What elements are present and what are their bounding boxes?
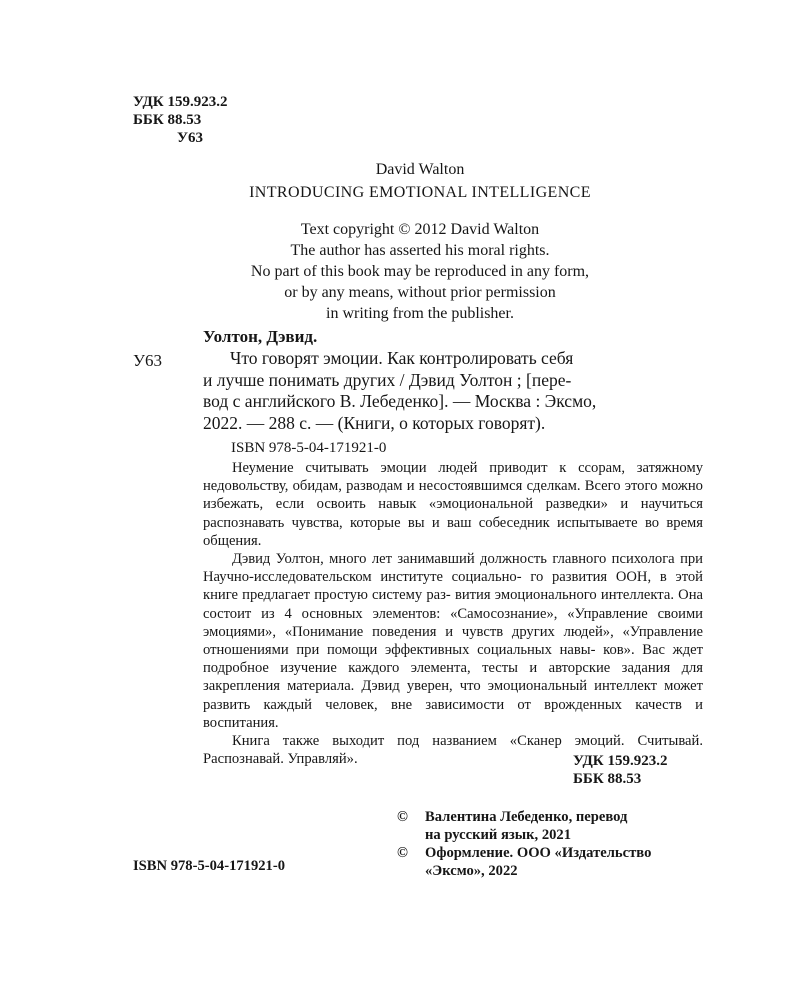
bbk-code: ББК 88.53 [573,771,642,787]
copyright-notice [120,219,720,324]
original-title: INTRODUCING EMOTIONAL INTELLIGENCE [249,184,591,201]
annotation-line: психолога при Научно-исследовательском институте социально- [203,551,703,586]
copyright-holders [397,808,717,880]
annotation-line: Считывай. Распознавай. Управляй». [203,733,703,768]
copyright-holder-line: «Эксмо», 2022 [425,863,518,879]
original-author: David Walton [375,161,465,178]
author-mark: У63 [177,130,204,146]
codes-right [573,752,667,788]
catalog-codes [133,93,227,147]
annotation-paragraph [203,550,703,732]
annotation-line: Дэвид Уолтон, много лет занимавший должность главного [232,551,607,568]
annotation-line: Неумение считывать эмоции людей приводит к ссорам, [232,460,625,476]
copyright-holder-text [425,808,717,844]
bibliographic-description [203,348,703,434]
annotation-line: отношениями при помощи эффективных социальных навы- [203,642,596,659]
copyright-holder-text [425,844,717,880]
description-line: 2022. — 288 с. — (Книги, о которых говорят). [203,412,546,433]
record-isbn: ISBN 978-5-04-171921-0 [231,440,387,456]
copyright-symbol: © [397,809,408,825]
annotation-line: которые вы и ваш собеседник испытываете во время общения. [203,514,704,549]
annotation-line: сделкам. Всего этого можно избежать, если освоить навык [203,478,703,513]
udk-code: УДК 159.923.2 [573,753,668,769]
copyright-holder-line: Оформление. ООО «Издательство [425,845,652,861]
copyright-holder [397,844,717,880]
copyright-line: The author has asserted his moral rights. [290,242,550,259]
annotation-line: ков». Вас ждет подробное изучение каждого элемента, тесты [203,642,703,677]
annotation-line: и авторские задания для закрепления материала. Дэвид уверен, [203,660,703,695]
description-line: и лучше понимать других / Дэвид Уолтон ; [пере- [203,369,572,390]
copyright-holder-line: Валентина Лебеденко, перевод [425,809,628,825]
annotation-line: «Понимание поведения и чувств других людей», «Управление [284,623,703,640]
copyright-holder [397,808,717,844]
description-line: Что говорят эмоции. Как контролировать себя [230,348,574,368]
copyright-line: in writing from the publisher. [326,305,514,322]
annotation-line: вития эмоционального интеллекта. Она состоит из 4 основных [203,587,703,622]
copyright-line: Text copyright © 2012 David Walton [300,221,540,238]
annotation-line: вне зависимости от врожденных качеств и воспитания. [203,696,703,731]
annotation-line: что эмоциональный интеллект может развить каждый человек, [203,678,703,713]
copyright-line: No part of this book may be reproduced in any form, [250,263,590,280]
annotation-line: «эмоциональной разведки» и научиться распознавать чувства, [203,496,704,531]
annotation [203,459,703,768]
udk-code: УДК 159.923.2 [133,94,228,110]
description-line: вод с английского В. Лебеденко]. — Москва : Эксмо, [203,391,597,411]
bbk-code: ББК 88.53 [133,112,202,128]
annotation-paragraph [203,459,703,550]
record-shelf-code: У63 [133,351,163,370]
isbn-bottom: ISBN 978-5-04-171921-0 [133,858,286,874]
copyright-line: or by any means, without prior permission [284,284,556,301]
annotation-line: элементов: «Самосознание», «Управление своими эмоциями», [203,605,703,640]
annotation-line: го развития ООН, в этой книге предлагает простую систему раз- [203,569,703,604]
copyright-holder-line: на русский язык, 2021 [425,827,572,843]
annotation-line: затяжному недовольству, обидам, разводам и несостоявшимся [203,460,703,495]
annotation-line: Книга также выходит под названием «Сканер эмоций. [232,733,625,750]
record-author: Уолтон, Дэвид. [203,327,318,346]
copyright-symbol: © [397,845,408,861]
